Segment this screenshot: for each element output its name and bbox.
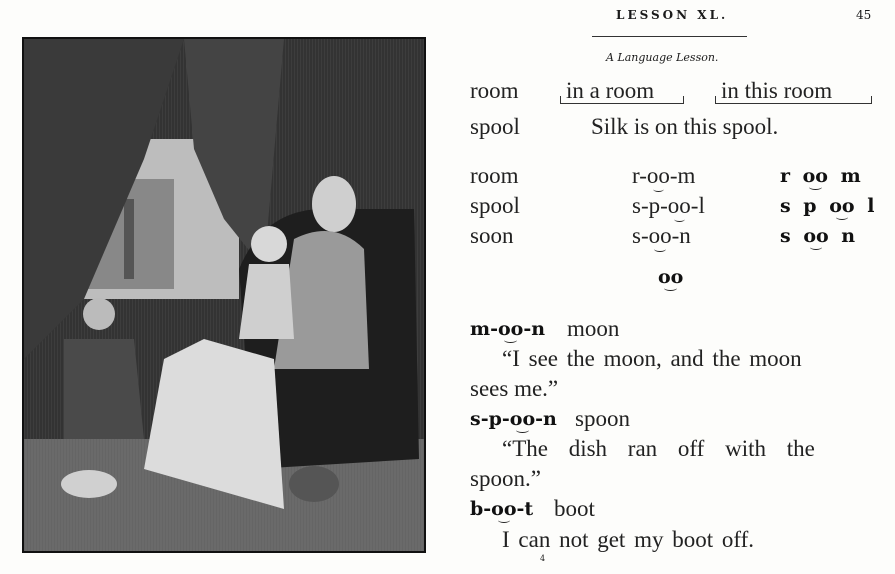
oo-digraph: oo [667,193,691,218]
lesson-subtitle: A Language Lesson. [606,51,719,64]
entry-spelled: b-oo-t [470,498,534,520]
table-spelled: s-p-oo-l [632,193,705,218]
oo-digraph: oo [491,498,517,520]
entry-line: spoon.” [470,466,541,491]
bracket-2 [715,96,872,104]
title-rule [592,36,747,37]
illustration-mother-and-children [22,37,426,553]
signature-mark: 4 [540,554,546,563]
intro-word-spool: spool [470,114,520,139]
oo-digraph: oo [498,318,524,340]
bracket-1 [560,96,684,104]
oo-digraph: oo [658,266,684,288]
entry-spelled: m-oo-n [470,318,546,340]
oo-digraph: oo [829,195,855,217]
page-number: 45 [856,8,872,22]
entry-spelled: s-p-oo-n [470,408,557,430]
table-word: room [470,163,519,188]
entry-line: “The dish ran off with the [502,436,815,461]
entry-line: “I see the moon, and the moon [502,346,802,371]
phrase-in-a-room: in a room [566,78,655,103]
table-word: soon [470,223,514,248]
oo-digraph: oo [803,225,829,247]
table-letters: r oo m [780,165,861,187]
entry-word: spoon [575,406,630,431]
entry-word: moon [567,316,620,341]
table-letters: s oo n [780,225,856,247]
sound-oo [658,266,683,288]
table-spelled: r-oo-m [632,163,696,188]
entry-word: boot [554,496,595,521]
intro-sentence: Silk is on this spool. [591,114,779,139]
entry-line: sees me.” [470,376,559,401]
phrase-in-this-room: in this room [721,78,833,103]
oo-digraph: oo [648,223,672,248]
entry-line: I can not get my boot off. [502,527,754,552]
engraving-image [24,39,424,551]
table-word: spool [470,193,520,218]
table-spelled: s-oo-n [632,223,691,248]
oo-digraph: oo [509,408,536,430]
lesson-title: LESSON XL. [616,8,729,22]
table-letters: s p oo l [780,195,875,217]
oo-digraph: oo [646,163,670,188]
intro-word-room: room [470,78,519,103]
oo-digraph: oo [802,165,828,187]
